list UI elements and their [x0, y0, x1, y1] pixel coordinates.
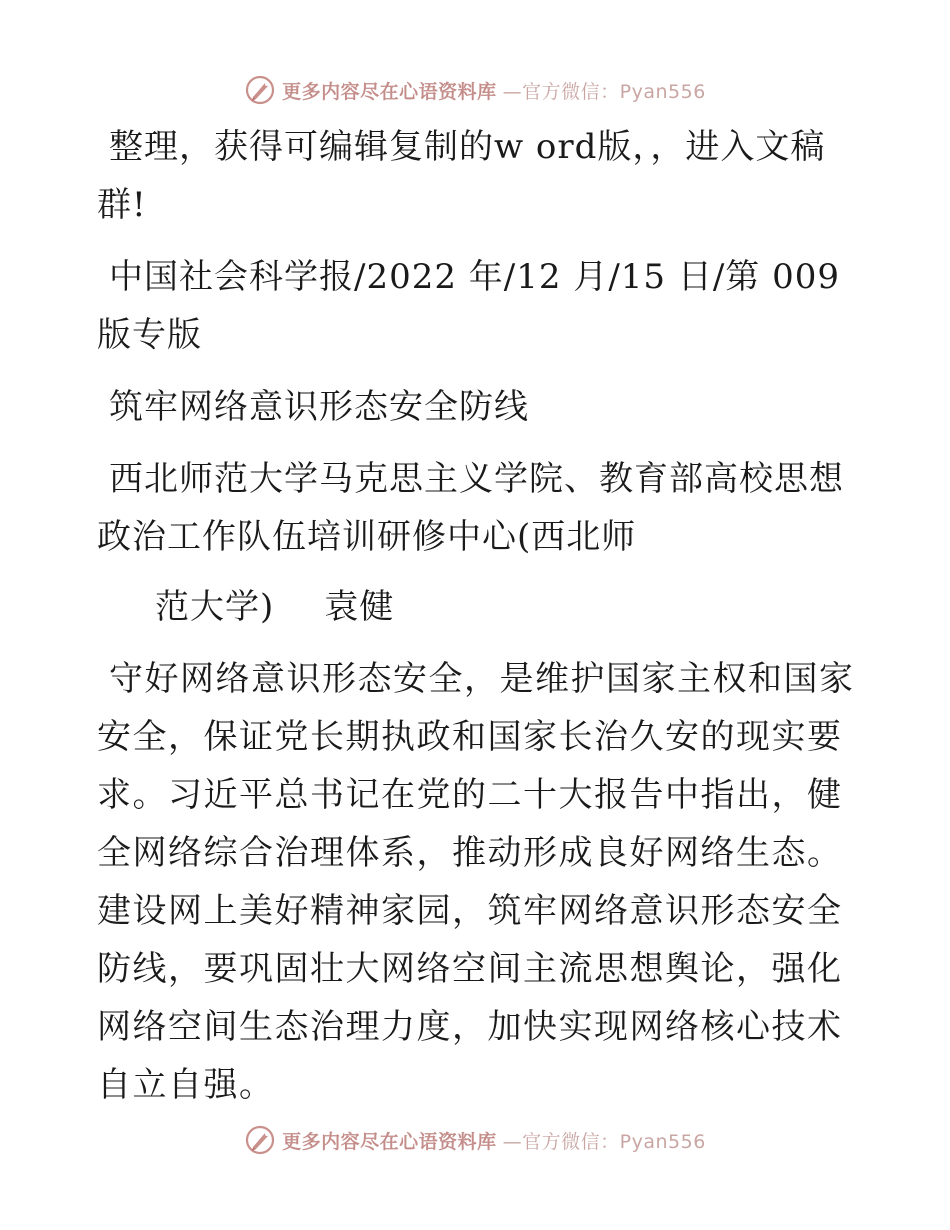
watermark-header	[0, 70, 950, 110]
source-line: 中国社会科学报/2022 年/12 月/15 日/第 009 版专版	[97, 257, 841, 355]
watermark-contact-text: —官方微信：Pyan556	[502, 1130, 706, 1153]
author-name: 袁健	[324, 587, 395, 627]
document-body	[97, 118, 857, 1114]
body-paragraph: 守好网络意识形态安全，是维护国家主权和国家安全，保证党长期执政和国家长治久安的现实要求。习近平总书记在党的二十大报告中指出，健全网络综合治理体系，推动形成良好网络生态。建设网上美好精神家园，筑牢网络意识形态安全防线，要巩固壮大网络空间主流思想舆论，强化网络空间生态治理力度，加快实现网络核心技术自立自强。	[97, 659, 855, 1105]
affiliation-line: 西北师范大学马克思主义学院、教育部高校思想政治工作队伍培训研修中心(西北师	[97, 459, 844, 557]
affiliation-continuation: 范大学)	[155, 587, 275, 627]
author-line	[97, 578, 857, 636]
watermark-footer	[0, 1120, 950, 1160]
intro-paragraph: 整理，获得可编辑复制的w ord版，，进入文稿群!	[97, 127, 826, 225]
article-title: 筑牢网络意识形态安全防线	[109, 387, 529, 427]
watermark-contact-text: —官方微信：Pyan556	[502, 80, 706, 103]
pen-logo-icon	[244, 74, 276, 106]
watermark-site-text: 更多内容尽在心语资料库	[282, 1130, 497, 1153]
watermark-site-text: 更多内容尽在心语资料库	[282, 80, 497, 103]
pen-logo-icon	[244, 1124, 276, 1156]
